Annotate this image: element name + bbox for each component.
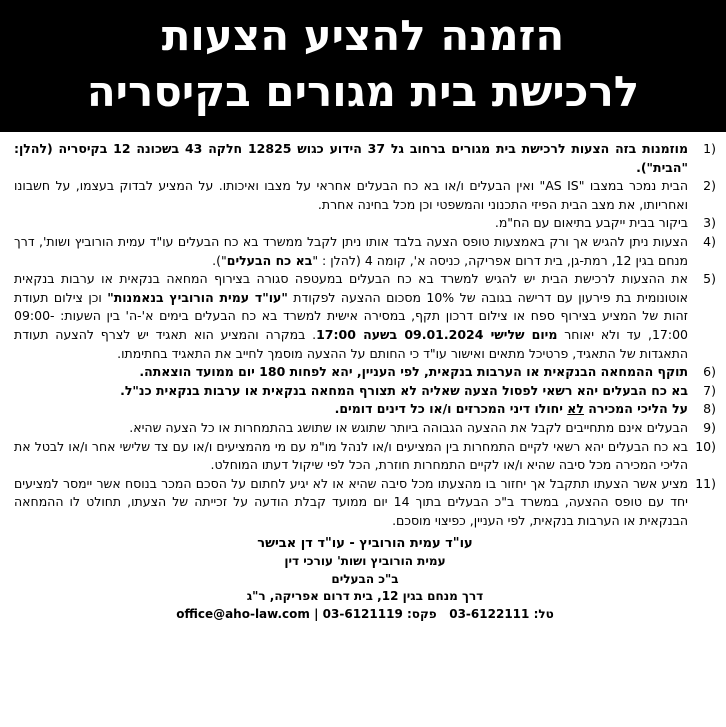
clause-text	[14, 382, 694, 401]
clause-number: 10)	[695, 438, 716, 454]
clause-item	[14, 475, 716, 531]
clause-number: 5)	[703, 271, 716, 287]
clause-text	[14, 363, 694, 382]
title-line-1: הזמנה להציע הצעות	[161, 11, 565, 60]
contact-separator: |	[314, 606, 319, 621]
contact-line	[14, 606, 716, 623]
clause-text-segment: "עו"ד עמית הורוביץ בנאמנות"	[107, 289, 288, 305]
firm-name: עמית הורוביץ ושות' עורכי דין	[284, 554, 446, 569]
clause-text-segment: לא	[567, 401, 584, 417]
title-line-2: לרכישת בית מגורים בקיסריה	[86, 67, 640, 116]
email-link[interactable]: office@aho-law.com	[176, 606, 310, 621]
clause-text-segment: יחולו דיני המכרזים ו/או כל דינים דומים.	[334, 401, 568, 417]
clause-number: 11)	[695, 475, 716, 491]
clause-number: 8)	[703, 401, 716, 417]
clause-item	[14, 177, 716, 214]
clause-text	[14, 140, 694, 177]
clause-number: 9)	[703, 419, 716, 435]
clause-item	[14, 140, 716, 177]
clause-text-segment: ").	[212, 252, 227, 268]
clause-number: 3)	[703, 215, 716, 231]
clause-text-segment: בא כח הבעלים יהא רשאי לקיים התמחרות בין המציעים ו/או לנהל מו"מ עם מי מהמציעים ו/או עם צד שלישי אחר ו/או לבטל את הליכי המכירה מכל סיבה שהיא ו/או לקיים התמחרות חוזרת, הכל לפי שיקול דעתו המוחלט.	[14, 438, 688, 473]
clause-text-segment: מוזמנות בזה הצעות לרכישת בית מגורים ברחוב גל 37 הידוע כגוש 12825 חלקה 43 בשכונה 12 בקיסריה (להלן: "הבית").	[14, 141, 688, 175]
clause-text-segment: מציע אשר הצעתו תתקבל אך יחזור בו מהצעתו מכל סיבה שהיא או לא יגיע לחתום על הסכם המכר בנוסח אשר יימסר למציעים יחד עם טופס ההצעה, במשרד ב"כ הבעלים בתוך 14 יום ממועד קבלת הודעה על זכייתה של הצעתו, תחולט לו ההמחאה הבנקאית או הערבות בנקאית, לפי העניין, כפיצוי מוסכם.	[14, 475, 688, 528]
clause-text-segment: בא כח הבעלים	[226, 252, 313, 268]
clause-text-segment: על הליכי המכירה	[583, 401, 688, 417]
clause-text	[14, 233, 694, 270]
clause-item	[14, 400, 716, 419]
clause-text	[14, 400, 694, 419]
clause-number: 6)	[703, 364, 716, 380]
clause-text	[14, 177, 694, 214]
clause-item	[14, 214, 716, 233]
clause-text-segment: ביקור בבית ייקבע בתיאום עם הח"מ.	[494, 215, 688, 231]
clause-item	[14, 363, 716, 382]
signature-block	[14, 534, 716, 623]
clause-item	[14, 270, 716, 363]
clause-text-segment: בא כח הבעלים יהא רשאי לפסול הצעה שאליה לא תצורף המחאה בנקאית או ערבות בנקאית כנ"ל.	[120, 382, 688, 398]
clause-text	[14, 270, 694, 363]
clause-text-segment: מיום שלישי 09.01.2024 בשעה 17:00	[316, 326, 558, 342]
clause-item	[14, 382, 716, 401]
clause-text	[14, 475, 694, 531]
clause-number: 7)	[703, 382, 716, 398]
clause-number: 2)	[703, 178, 716, 194]
signatory-role: ב"כ הבעלים	[331, 571, 399, 586]
clause-item	[14, 438, 716, 475]
fax-number: 03-6121119	[322, 606, 403, 621]
clause-text-segment: . במקרה והמציע הוא תאגיד יש לצרף להצעה תעודת התאגדות של התאגיד, פרטיכל מתאים ואישור עו"ד כי החותם על ההצעה מוסמך לחייב את התאגיד בחתימתו.	[14, 326, 688, 361]
clause-text-segment: תוקף ההמחאה הבנקאית או הערבות בנקאית, לפי העניין, יהא לפחות 180 יום ממועד הוצאתה.	[139, 364, 688, 380]
tel-label: טל:	[533, 606, 554, 621]
clause-text	[14, 438, 694, 475]
title-banner	[0, 0, 726, 132]
clause-text-segment: את ההצעות לרכישת הבית יש להגיש למשרד בא כח הבעלים במעטפה סגורה בצירוף המחאה בנקאית או ערבות בנקאית אוטונומית בת פירעון עם דרישה בגובה של 10% מסכום ההצעה לפקודת	[14, 271, 688, 305]
tel-number: 03-6122111	[449, 606, 530, 621]
clause-text-segment: וכן צילום תעודת זהות של המציע בצירוף ספח או צילום דרכון תקף, במסירה אישית למשרד בא כח הבעלים בימים א'-ה' בין השעות: 09:00-17:00, עד ולא יאוחר	[14, 289, 688, 342]
clause-number: 1)	[703, 141, 716, 156]
notice-body	[0, 132, 726, 623]
clause-text-segment: הבית נמכר במצבו "AS IS" ואין הבעלים ו/או בא כח הבעלים אחראי על מצבו ואיכותו. על המציע לבדוק בעצמו, על חשבונו ואחריותו, את מצב הבית הפיזי התכנוני והמשפטי וכן מכל בחינה אחרת.	[14, 178, 688, 212]
clause-item	[14, 419, 716, 438]
clause-text-segment: הצעות ניתן להגיש אך ורק באמצעות טופס הצעה בלבד אותו ניתן לקבל ממשרד בא כח הבעלים עו"ד עמית הורוביץ ושות', דרך מנחם בגין 12, רמת-גן, בית דרום אפריקה, כניסה א', קומה 4 (להלן : "	[14, 233, 688, 268]
clause-list	[14, 140, 716, 530]
fax-label: פקס:	[407, 606, 437, 621]
clause-number: 4)	[703, 233, 716, 249]
firm-address: דרך מנחם בגין 12, בית דרום אפריקה, ר"ג	[246, 589, 484, 604]
clause-item	[14, 233, 716, 270]
clause-text	[14, 419, 694, 438]
clause-text	[14, 214, 694, 233]
signatory-names: עו"ד עמית הורוביץ - עו"ד דן אבישר	[257, 536, 473, 552]
clause-text-segment: הבעלים אינם מתחייבים לקבל את ההצעה הגבוהה ביותר שתוגש או שתושג בהתמחרות או כל הצעה שהיא.	[129, 419, 688, 435]
